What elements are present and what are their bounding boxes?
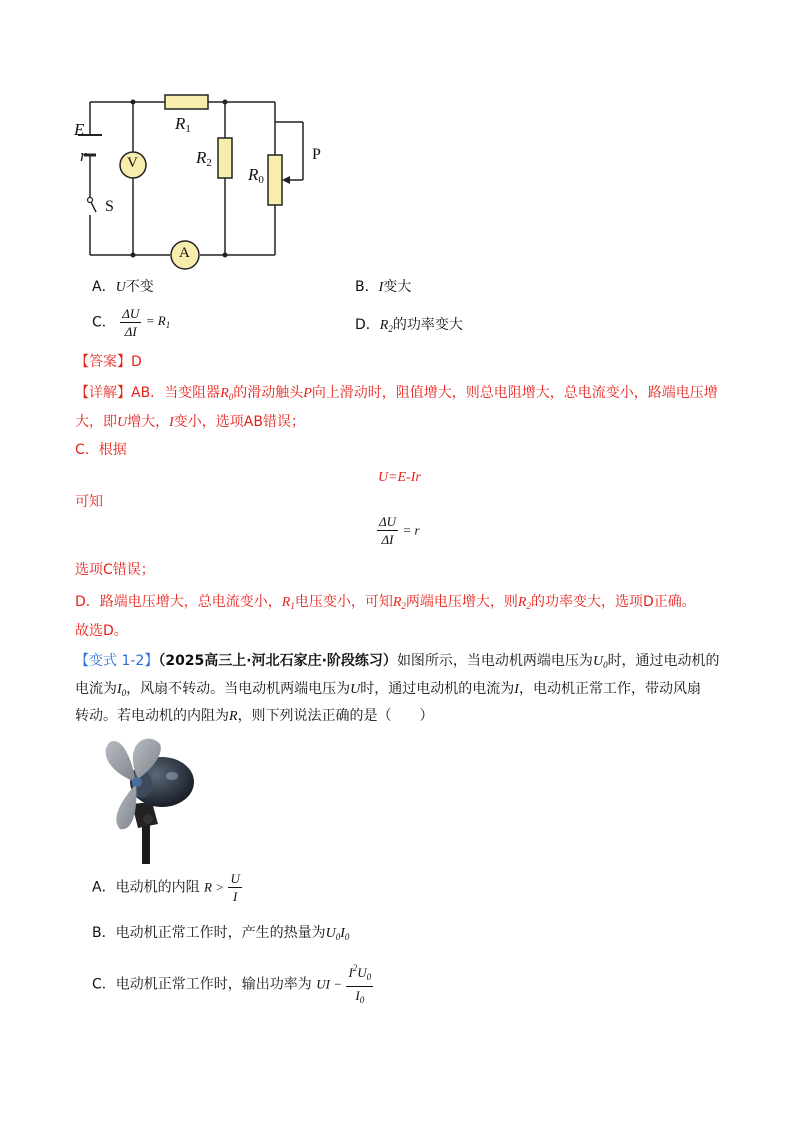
q2-line-1: 【变式 1-2】（2025高三上·河北石家庄·阶段练习）如图所示，当电动机两端电压为$U_0$时，通过电动机的: [75, 653, 720, 670]
detail-keyzhi: 可知: [75, 494, 103, 510]
detail-conclusion: 故选D。: [75, 623, 128, 639]
detail-c-wrong: 选项C错误；: [75, 562, 155, 578]
q2-tag: 【变式 1-2】: [75, 653, 159, 669]
detail-line-2: 大，即U增大，I变小，选项AB错误；: [75, 414, 305, 430]
q2-option-a: A．电动机的内阻 R > $\frac{U}{I}$: [92, 871, 240, 904]
answer-line: [75, 352, 142, 372]
q2-line-2: 电流为$I_0$，风扇不转动。当电动机两端电压为U时，通过电动机的电流为I，电动机正常工作，带动风扇: [75, 681, 701, 698]
internal-r-label: r: [80, 146, 87, 165]
q1-option-c: C． $\frac{\Delta U}{\Delta I}$ = $R_1$: [92, 306, 171, 339]
resistor-r2: [218, 138, 232, 178]
emf-label: E: [74, 120, 85, 139]
q1-option-b: B．I变大: [355, 279, 412, 295]
circuit-diagram: [60, 80, 360, 275]
slider-p-label: P: [312, 146, 321, 163]
detail-c-intro: C．根据: [75, 442, 127, 458]
detail-line-1: 【详解】AB．当变阻器$R_0$的滑动触头P向上滑动时，阻值增大，则总电阻增大，总电流变小，路端电压增: [75, 385, 718, 402]
detail-label: 【详解】: [75, 385, 131, 401]
answer-value: D: [131, 354, 142, 370]
q1-option-a: A．U不变: [92, 279, 154, 295]
rheostat-r0: [268, 155, 282, 205]
slider-arrow-icon: [282, 176, 290, 184]
electric-fan-image: [92, 724, 202, 864]
resistor-r1: [165, 95, 208, 109]
q2-option-b: B．电动机正常工作时，产生的热量为$U_0I_0$: [92, 925, 350, 942]
ammeter-label: A: [179, 245, 190, 261]
r0-label: $R_0$: [248, 165, 264, 186]
q2-source: （2025高三上·河北石家庄·阶段练习）: [158, 653, 397, 669]
formula-du-di: $\frac{\Delta U}{\Delta I}$ = r: [379, 514, 420, 547]
r2-label: $R_2$: [196, 148, 212, 169]
detail-d-line: D．路端电压增大，总电流变小，$R_1$电压变小，可知$R_2$两端电压增大，则$R_2$的功率变大，选项D正确。: [75, 594, 696, 611]
voltmeter-label: V: [127, 155, 138, 171]
q1-option-d: D．$R_2$的功率变大: [355, 317, 463, 334]
q2-line-3: 转动。若电动机的内阻为R，则下列说法正确的是（ ）: [75, 708, 434, 724]
switch-label: S: [105, 198, 114, 215]
answer-label: 【答案】: [75, 354, 131, 370]
circuit-svg: [60, 80, 360, 275]
q2-option-c: C．电动机正常工作时，输出功率为 UI − $\frac{I^2U_0}{I_0}$: [92, 960, 373, 1009]
formula-u-e-ir: U=E-Ir: [378, 470, 421, 485]
r1-label: $R_1$: [175, 114, 191, 135]
